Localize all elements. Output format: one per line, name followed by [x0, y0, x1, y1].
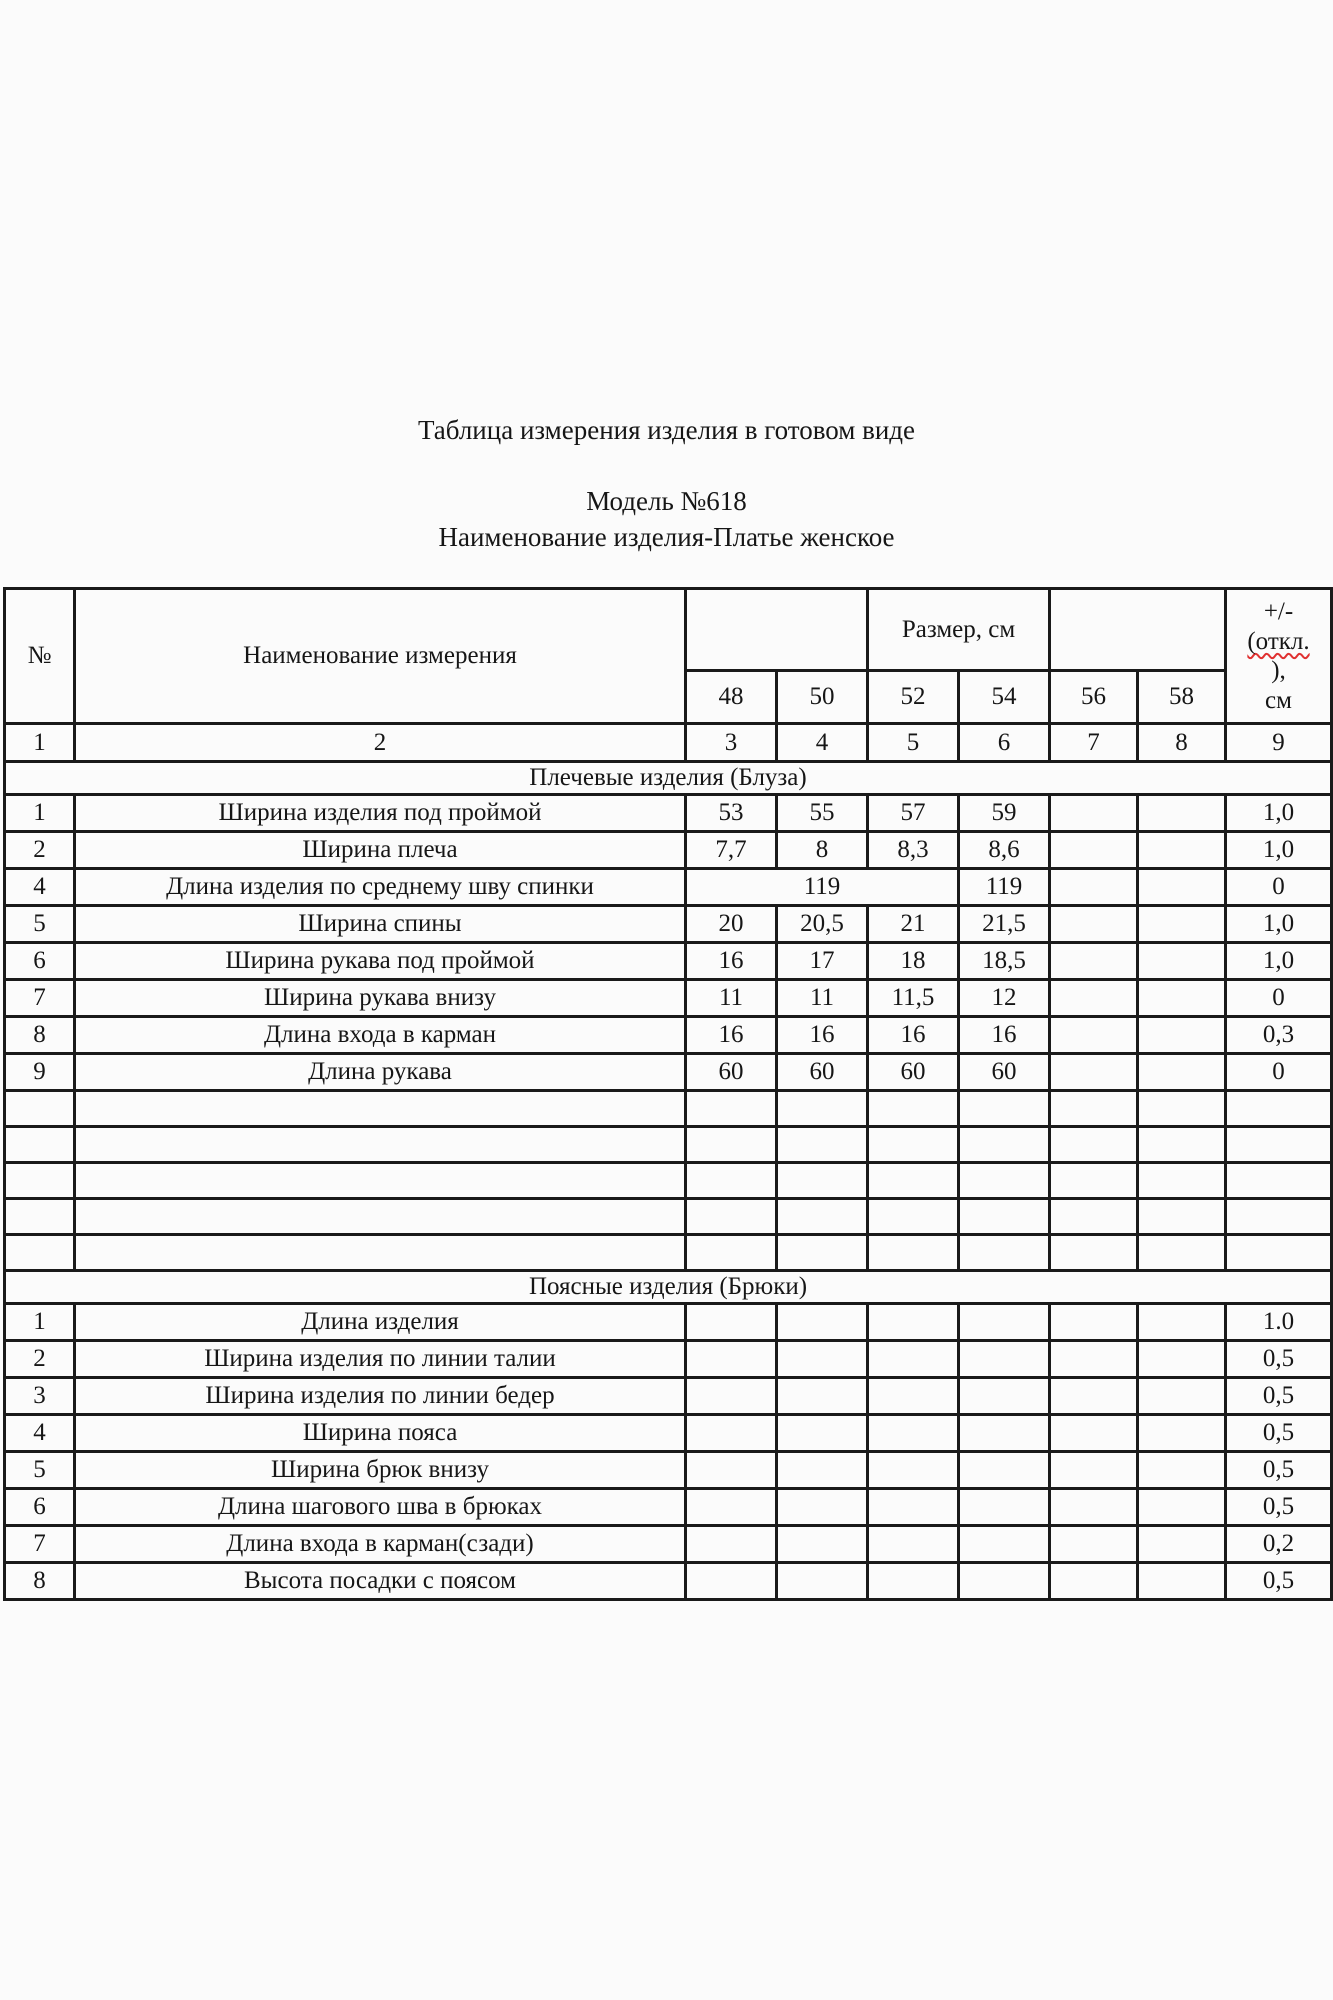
row-number-header-cell: № — [5, 589, 75, 724]
empty-cell — [868, 1199, 959, 1235]
size-value-cell: 18 — [868, 943, 959, 980]
size-value-cell — [1138, 1489, 1226, 1526]
empty-cell — [686, 1163, 777, 1199]
size-value-cell — [868, 1526, 959, 1563]
size-value-cell: 60 — [777, 1054, 868, 1091]
tolerance-header-line: (откл. — [1247, 627, 1310, 655]
empty-cell — [959, 1163, 1050, 1199]
measurement-name-header-cell: Наименование измерения — [75, 589, 686, 724]
empty-cell — [75, 1091, 686, 1127]
size-value-cell — [1050, 1526, 1138, 1563]
size-value-cell — [686, 1378, 777, 1415]
measurement-name-cell: Ширина плеча — [75, 832, 686, 869]
size-header-cell: 54 — [959, 671, 1050, 724]
size-value-cell: 16 — [959, 1017, 1050, 1054]
tolerance-header-cell — [1226, 589, 1332, 724]
empty-cell — [959, 1091, 1050, 1127]
size-value-cell — [1050, 1452, 1138, 1489]
size-value-cell — [1138, 1054, 1226, 1091]
empty-table-row — [5, 1127, 1332, 1163]
measurement-name-cell: Длина входа в карман(сзади) — [75, 1526, 686, 1563]
size-value-cell — [959, 1489, 1050, 1526]
tolerance-value-cell: 0,3 — [1226, 1017, 1332, 1054]
row-number-cell: 7 — [5, 980, 75, 1017]
tolerance-value-cell: 1,0 — [1226, 795, 1332, 832]
column-index-cell: 7 — [1050, 724, 1138, 762]
tolerance-value-cell: 0,5 — [1226, 1563, 1332, 1600]
table-row — [5, 1563, 1332, 1600]
empty-cell — [686, 1091, 777, 1127]
size-value-cell — [959, 1563, 1050, 1600]
size-value-cell — [1138, 943, 1226, 980]
size-value-cell: 57 — [868, 795, 959, 832]
size-value-cell — [1050, 943, 1138, 980]
measurement-name-cell: Ширина изделия по линии талии — [75, 1341, 686, 1378]
size-value-cell — [1050, 1378, 1138, 1415]
empty-cell — [1226, 1091, 1332, 1127]
table-row — [5, 795, 1332, 832]
tolerance-value-cell: 0,5 — [1226, 1378, 1332, 1415]
empty-cell — [777, 1235, 868, 1271]
size-value-cell: 16 — [686, 1017, 777, 1054]
empty-table-row — [5, 1091, 1332, 1127]
section-title: Плечевые изделия (Блуза) — [5, 762, 1332, 795]
table-row — [5, 1489, 1332, 1526]
size-value-cell: 8 — [777, 832, 868, 869]
page-title: Таблица измерения изделия в готовом виде — [417, 415, 916, 445]
column-index-cell: 2 — [75, 724, 686, 762]
size-value-cell — [686, 1526, 777, 1563]
empty-cell — [777, 1163, 868, 1199]
size-value-cell — [686, 1341, 777, 1378]
row-number-cell: 8 — [5, 1017, 75, 1054]
row-number-cell: 9 — [5, 1054, 75, 1091]
empty-cell — [1138, 1163, 1226, 1199]
size-value-cell — [868, 1489, 959, 1526]
size-value-cell — [1138, 1017, 1226, 1054]
size-value-cell — [777, 1526, 868, 1563]
size-value-cell — [868, 1341, 959, 1378]
measurement-name-cell: Длина изделия — [75, 1304, 686, 1341]
measurement-name-cell: Ширина изделия под проймой — [75, 795, 686, 832]
size-value-cell — [1138, 1563, 1226, 1600]
size-value-cell — [959, 1341, 1050, 1378]
size-value-cell — [777, 1341, 868, 1378]
size-value-cell — [868, 1378, 959, 1415]
tolerance-header-line: +/- — [1263, 598, 1294, 625]
size-value-cell — [686, 1304, 777, 1341]
size-value-cell — [686, 1415, 777, 1452]
column-index-cell: 5 — [868, 724, 959, 762]
empty-cell — [1050, 1091, 1138, 1127]
size-value-cell — [868, 1452, 959, 1489]
size-value-cell — [1050, 1341, 1138, 1378]
size-value-cell — [1050, 1563, 1138, 1600]
size-header-cell: 58 — [1138, 671, 1226, 724]
section-header-row — [5, 762, 1332, 795]
tolerance-header-line: см — [1265, 686, 1292, 714]
empty-cell — [1226, 1199, 1332, 1235]
size-header-cell: 56 — [1050, 671, 1138, 724]
size-value-cell — [1050, 1017, 1138, 1054]
size-value-cell: 21,5 — [959, 906, 1050, 943]
row-number-cell: 4 — [5, 869, 75, 906]
table-row — [5, 1526, 1332, 1563]
table-row — [5, 1017, 1332, 1054]
measurement-name-cell: Ширина брюк внизу — [75, 1452, 686, 1489]
size-value-cell — [1138, 1378, 1226, 1415]
empty-cell — [5, 1091, 75, 1127]
measurement-name-cell: Длина шагового шва в брюках — [75, 1489, 686, 1526]
empty-cell — [777, 1091, 868, 1127]
empty-cell — [686, 1199, 777, 1235]
size-value-cell — [868, 1304, 959, 1341]
size-value-cell — [1138, 906, 1226, 943]
size-value-cell: 8,3 — [868, 832, 959, 869]
tolerance-value-cell: 1,0 — [1226, 906, 1332, 943]
size-value-cell: 11,5 — [868, 980, 959, 1017]
tolerance-value-cell: 0,5 — [1226, 1415, 1332, 1452]
size-value-cell — [1050, 795, 1138, 832]
model-number: Модель №618 — [586, 486, 747, 516]
row-number-cell: 8 — [5, 1563, 75, 1600]
empty-cell — [75, 1163, 686, 1199]
empty-cell — [1138, 1127, 1226, 1163]
size-header-cell: 50 — [777, 671, 868, 724]
empty-cell — [75, 1235, 686, 1271]
size-value-cell — [686, 1452, 777, 1489]
table-row — [5, 832, 1332, 869]
size-value-cell — [959, 1415, 1050, 1452]
row-number-cell: 2 — [5, 1341, 75, 1378]
size-value-cell: 12 — [959, 980, 1050, 1017]
size-value-cell — [959, 1452, 1050, 1489]
table-row — [5, 869, 1332, 906]
measurement-name-cell: Высота посадки с поясом — [75, 1563, 686, 1600]
size-group-spacer-cell — [686, 589, 868, 671]
measurements-table — [3, 587, 1333, 1601]
empty-cell — [1226, 1127, 1332, 1163]
measurement-name-cell: Ширина пояса — [75, 1415, 686, 1452]
row-number-cell: 6 — [5, 943, 75, 980]
empty-cell — [686, 1127, 777, 1163]
size-value-cell: 16 — [868, 1017, 959, 1054]
size-value-cell — [1138, 1341, 1226, 1378]
empty-cell — [777, 1127, 868, 1163]
empty-cell — [868, 1091, 959, 1127]
size-value-cell: 16 — [686, 943, 777, 980]
empty-cell — [75, 1199, 686, 1235]
size-value-cell — [1138, 1526, 1226, 1563]
section-title: Поясные изделия (Брюки) — [5, 1271, 1332, 1304]
tolerance-value-cell: 0 — [1226, 1054, 1332, 1091]
measurement-name-cell: Ширина рукава внизу — [75, 980, 686, 1017]
size-value-cell: 17 — [777, 943, 868, 980]
size-value-cell — [1138, 1415, 1226, 1452]
empty-cell — [868, 1127, 959, 1163]
table-row — [5, 906, 1332, 943]
empty-cell — [1050, 1199, 1138, 1235]
size-value-cell-merged: 119 — [686, 869, 959, 906]
empty-cell — [5, 1163, 75, 1199]
size-value-cell — [868, 1563, 959, 1600]
measurement-name-cell: Длина рукава — [75, 1054, 686, 1091]
empty-cell — [1138, 1199, 1226, 1235]
size-header-cell: 52 — [868, 671, 959, 724]
size-value-cell: 18,5 — [959, 943, 1050, 980]
column-index-cell: 1 — [5, 724, 75, 762]
table-row — [5, 980, 1332, 1017]
column-index-cell: 6 — [959, 724, 1050, 762]
table-row — [5, 1452, 1332, 1489]
tolerance-value-cell: 1.0 — [1226, 1304, 1332, 1341]
size-value-cell — [1050, 869, 1138, 906]
size-value-cell: 55 — [777, 795, 868, 832]
size-value-cell: 11 — [686, 980, 777, 1017]
size-group-header-cell: Размер, см — [868, 589, 1050, 671]
measurement-name-cell: Длина входа в карман — [75, 1017, 686, 1054]
table-row — [5, 1341, 1332, 1378]
row-number-cell: 5 — [5, 906, 75, 943]
tolerance-value-cell: 0,5 — [1226, 1341, 1332, 1378]
tolerance-value-cell: 1,0 — [1226, 832, 1332, 869]
size-value-cell — [868, 1415, 959, 1452]
empty-cell — [959, 1235, 1050, 1271]
empty-cell — [959, 1199, 1050, 1235]
empty-cell — [1226, 1235, 1332, 1271]
size-value-cell — [1138, 869, 1226, 906]
measurement-name-cell: Ширина изделия по линии бедер — [75, 1378, 686, 1415]
empty-cell — [1138, 1235, 1226, 1271]
measurement-name-cell: Ширина спины — [75, 906, 686, 943]
size-value-cell — [959, 1526, 1050, 1563]
size-value-cell: 60 — [686, 1054, 777, 1091]
measurement-name-cell: Ширина рукава под проймой — [75, 943, 686, 980]
size-value-cell — [777, 1452, 868, 1489]
row-number-cell: 5 — [5, 1452, 75, 1489]
row-number-cell: 6 — [5, 1489, 75, 1526]
empty-cell — [5, 1127, 75, 1163]
column-index-cell: 3 — [686, 724, 777, 762]
size-value-cell: 7,7 — [686, 832, 777, 869]
row-number-cell: 3 — [5, 1378, 75, 1415]
size-value-cell — [1138, 1452, 1226, 1489]
column-index-cell: 4 — [777, 724, 868, 762]
size-value-cell — [1138, 832, 1226, 869]
tolerance-value-cell: 0 — [1226, 869, 1332, 906]
empty-cell — [777, 1199, 868, 1235]
empty-cell — [868, 1163, 959, 1199]
table-row — [5, 1304, 1332, 1341]
size-value-cell: 21 — [868, 906, 959, 943]
row-number-cell: 2 — [5, 832, 75, 869]
tolerance-value-cell: 0,5 — [1226, 1489, 1332, 1526]
size-value-cell: 53 — [686, 795, 777, 832]
size-value-cell — [1138, 1304, 1226, 1341]
size-value-cell — [777, 1304, 868, 1341]
row-number-cell: 4 — [5, 1415, 75, 1452]
column-index-cell: 8 — [1138, 724, 1226, 762]
size-value-cell: 59 — [959, 795, 1050, 832]
size-value-cell: 8,6 — [959, 832, 1050, 869]
product-name: Наименование изделия-Платье женское — [438, 522, 895, 552]
empty-cell — [5, 1235, 75, 1271]
size-value-cell — [1138, 795, 1226, 832]
size-value-cell — [1138, 980, 1226, 1017]
size-value-cell — [777, 1489, 868, 1526]
size-value-cell: 20 — [686, 906, 777, 943]
measurement-name-cell: Длина изделия по среднему шву спинки — [75, 869, 686, 906]
size-value-cell: 119 — [959, 869, 1050, 906]
empty-cell — [1050, 1235, 1138, 1271]
empty-table-row — [5, 1235, 1332, 1271]
size-value-cell — [686, 1489, 777, 1526]
size-value-cell — [1050, 906, 1138, 943]
empty-cell — [1226, 1163, 1332, 1199]
empty-cell — [1050, 1127, 1138, 1163]
empty-cell — [868, 1235, 959, 1271]
row-number-cell: 7 — [5, 1526, 75, 1563]
size-value-cell — [686, 1563, 777, 1600]
size-value-cell — [959, 1378, 1050, 1415]
column-index-cell: 9 — [1226, 724, 1332, 762]
table-row — [5, 1378, 1332, 1415]
empty-table-row — [5, 1163, 1332, 1199]
size-value-cell — [1050, 832, 1138, 869]
size-value-cell — [777, 1378, 868, 1415]
size-value-cell — [959, 1304, 1050, 1341]
empty-cell — [5, 1199, 75, 1235]
size-value-cell — [1050, 1489, 1138, 1526]
tolerance-value-cell: 0,2 — [1226, 1526, 1332, 1563]
size-value-cell: 16 — [777, 1017, 868, 1054]
row-number-cell: 1 — [5, 795, 75, 832]
table-row — [5, 1415, 1332, 1452]
tolerance-value-cell: 0 — [1226, 980, 1332, 1017]
size-value-cell — [777, 1415, 868, 1452]
empty-cell — [1050, 1163, 1138, 1199]
size-value-cell: 20,5 — [777, 906, 868, 943]
empty-cell — [1138, 1091, 1226, 1127]
table-row — [5, 1054, 1332, 1091]
table-header-row — [5, 589, 1332, 671]
size-value-cell: 11 — [777, 980, 868, 1017]
column-index-row — [5, 724, 1332, 762]
empty-cell — [959, 1127, 1050, 1163]
empty-cell — [686, 1235, 777, 1271]
empty-cell — [75, 1127, 686, 1163]
tolerance-value-cell: 1,0 — [1226, 943, 1332, 980]
tolerance-header-line: ), — [1271, 657, 1286, 684]
empty-table-row — [5, 1199, 1332, 1235]
size-value-cell — [1050, 1304, 1138, 1341]
size-group-spacer-cell — [1050, 589, 1226, 671]
size-header-cell: 48 — [686, 671, 777, 724]
tolerance-value-cell: 0,5 — [1226, 1452, 1332, 1489]
size-value-cell — [1050, 980, 1138, 1017]
table-row — [5, 943, 1332, 980]
size-value-cell — [1050, 1415, 1138, 1452]
section-header-row — [5, 1271, 1332, 1304]
size-value-cell: 60 — [959, 1054, 1050, 1091]
size-value-cell: 60 — [868, 1054, 959, 1091]
size-value-cell — [777, 1563, 868, 1600]
row-number-cell: 1 — [5, 1304, 75, 1341]
size-value-cell — [1050, 1054, 1138, 1091]
